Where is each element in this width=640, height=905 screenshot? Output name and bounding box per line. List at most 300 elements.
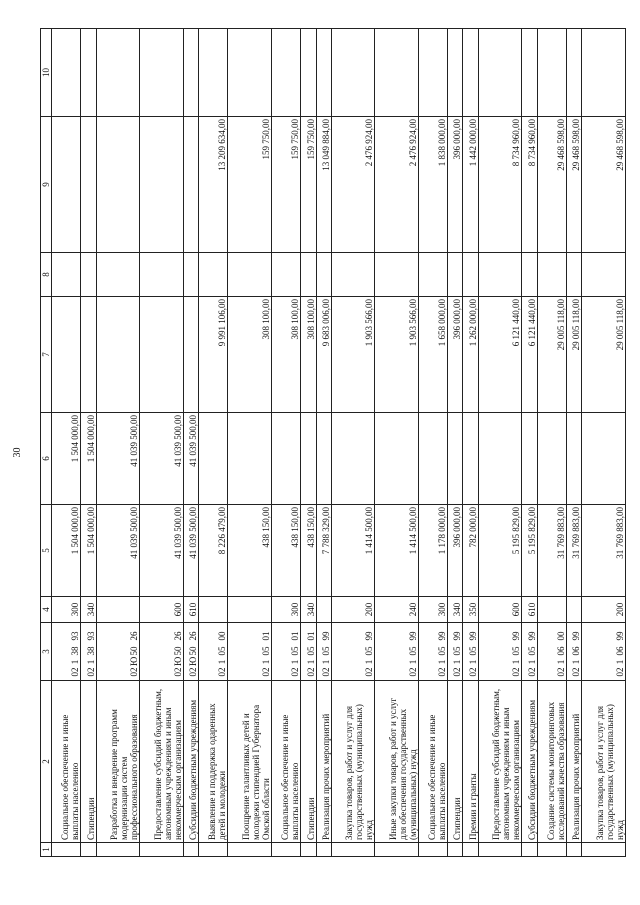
column-header: 8 bbox=[41, 253, 52, 297]
amount-v6: 41 039 500,00 bbox=[140, 413, 183, 505]
code-part: 99 bbox=[467, 631, 478, 641]
row-name: Закупка товаров, работ и услуг для государственных (муниципальных) нужд bbox=[582, 681, 626, 843]
amount-v10 bbox=[198, 29, 227, 117]
table-row bbox=[96, 29, 139, 857]
table-row bbox=[81, 29, 96, 857]
amount-v6 bbox=[198, 413, 227, 505]
amount-v8 bbox=[567, 253, 582, 297]
amount-v9: 13 049 884,00 bbox=[316, 117, 331, 253]
amount-v7 bbox=[52, 297, 81, 413]
amount-v7: 396 000,00 bbox=[448, 297, 463, 413]
amount-v8 bbox=[463, 253, 478, 297]
amount-v7: 1 262 000,00 bbox=[463, 297, 478, 413]
amount-v9: 29 468 598,00 bbox=[567, 117, 582, 253]
amount-v8 bbox=[271, 253, 300, 297]
column-header: 3 bbox=[41, 623, 52, 681]
amount-v9: 13 209 634,00 bbox=[198, 117, 227, 253]
row-expense-type: 340 bbox=[81, 597, 96, 623]
row-code bbox=[522, 623, 537, 681]
amount-v8 bbox=[198, 253, 227, 297]
row-name: Стипендии bbox=[448, 681, 463, 843]
cell-col1 bbox=[463, 843, 478, 857]
code-part: 05 bbox=[452, 646, 463, 656]
row-expense-type bbox=[198, 597, 227, 623]
amount-v8 bbox=[301, 253, 316, 297]
amount-v9: 2 476 924,00 bbox=[331, 117, 374, 253]
amount-v10 bbox=[522, 29, 537, 117]
row-code bbox=[448, 623, 463, 681]
code-part: 05 bbox=[407, 646, 418, 656]
row-code bbox=[271, 623, 300, 681]
column-header: 6 bbox=[41, 413, 52, 505]
amount-v7: 9 683 006,00 bbox=[316, 297, 331, 413]
code-part: 50 bbox=[129, 646, 140, 656]
amount-v7: 308 100,00 bbox=[301, 297, 316, 413]
code-part: 1 bbox=[305, 659, 316, 665]
amount-v6 bbox=[522, 413, 537, 505]
table-row bbox=[418, 29, 447, 857]
amount-v10 bbox=[331, 29, 374, 117]
code-part: 99 bbox=[511, 631, 522, 641]
row-code bbox=[418, 623, 447, 681]
amount-v9: 2 476 924,00 bbox=[375, 117, 418, 253]
row-name: Социальное обеспечение и иные выплаты населению bbox=[52, 681, 81, 843]
amount-v6: 41 039 500,00 bbox=[96, 413, 139, 505]
amount-v8 bbox=[52, 253, 81, 297]
code-part: 1 bbox=[511, 659, 522, 665]
row-expense-type: 300 bbox=[418, 597, 447, 623]
row-name: Создание системы мониторинговых исследований качества образования bbox=[537, 681, 566, 843]
code-part: 02 bbox=[467, 667, 478, 677]
code-part: 99 bbox=[407, 631, 418, 641]
row-code bbox=[96, 623, 139, 681]
row-expense-type bbox=[567, 597, 582, 623]
row-code bbox=[198, 623, 227, 681]
amount-v7: 1 903 566,00 bbox=[375, 297, 418, 413]
row-name: Стипендии bbox=[301, 681, 316, 843]
code-part: 93 bbox=[85, 631, 96, 641]
amount-v5: 438 150,00 bbox=[271, 505, 300, 597]
column-header: 5 bbox=[41, 505, 52, 597]
code-part: 02 bbox=[70, 667, 81, 677]
amount-v6 bbox=[271, 413, 300, 505]
row-expense-type: 200 bbox=[582, 597, 626, 623]
amount-v10 bbox=[183, 29, 198, 117]
amount-v9 bbox=[183, 117, 198, 253]
code-part: 02 bbox=[556, 667, 567, 677]
row-name: Реализация прочих мероприятий bbox=[316, 681, 331, 843]
amount-v8 bbox=[331, 253, 374, 297]
table-row bbox=[52, 29, 81, 857]
amount-v9 bbox=[52, 117, 81, 253]
row-expense-type: 300 bbox=[52, 597, 81, 623]
amount-v5: 41 039 500,00 bbox=[183, 505, 198, 597]
amount-v8 bbox=[448, 253, 463, 297]
code-part: 1 bbox=[217, 659, 228, 665]
row-name: Предоставление субсидий бюджетным, автономным учреждениям и иным некоммерческим организациям bbox=[478, 681, 521, 843]
amount-v7: 29 005 118,00 bbox=[582, 297, 626, 413]
amount-v5: 782 000,00 bbox=[463, 505, 478, 597]
amount-v5: 41 039 500,00 bbox=[140, 505, 183, 597]
code-part: 02 bbox=[187, 667, 198, 677]
row-code bbox=[140, 623, 183, 681]
code-part: 1 bbox=[571, 659, 582, 665]
amount-v6 bbox=[567, 413, 582, 505]
code-part: 38 bbox=[70, 646, 81, 656]
amount-v7: 29 005 118,00 bbox=[567, 297, 582, 413]
table-row bbox=[582, 29, 626, 857]
code-part: 38 bbox=[85, 646, 96, 656]
amount-v8 bbox=[582, 253, 626, 297]
amount-v8 bbox=[183, 253, 198, 297]
amount-v8 bbox=[418, 253, 447, 297]
amount-v7: 1 903 566,00 bbox=[331, 297, 374, 413]
column-header: 7 bbox=[41, 297, 52, 413]
amount-v6: 1 504 000,00 bbox=[81, 413, 96, 505]
amount-v9 bbox=[81, 117, 96, 253]
code-part: 50 bbox=[172, 646, 183, 656]
row-code bbox=[537, 623, 566, 681]
row-name: Реализация прочих мероприятий bbox=[567, 681, 582, 843]
code-part: 01 bbox=[260, 631, 271, 641]
amount-v7: 6 121 440,00 bbox=[522, 297, 537, 413]
table-row bbox=[448, 29, 463, 857]
amount-v6 bbox=[463, 413, 478, 505]
amount-v7: 308 100,00 bbox=[271, 297, 300, 413]
amount-v5: 7 788 329,00 bbox=[316, 505, 331, 597]
code-part: 02 bbox=[260, 667, 271, 677]
amount-v9: 159 750,00 bbox=[301, 117, 316, 253]
row-expense-type bbox=[228, 597, 271, 623]
code-part: 06 bbox=[571, 646, 582, 656]
amount-v6 bbox=[331, 413, 374, 505]
code-part: 02 bbox=[305, 667, 316, 677]
code-part: 26 bbox=[172, 631, 183, 641]
amount-v10 bbox=[228, 29, 271, 117]
row-name: Стипендии bbox=[81, 681, 96, 843]
cell-col1 bbox=[582, 843, 626, 857]
amount-v6 bbox=[301, 413, 316, 505]
budget-table bbox=[40, 28, 626, 857]
amount-v5: 41 039 500,00 bbox=[96, 505, 139, 597]
code-part: 06 bbox=[556, 646, 567, 656]
code-part: Ю bbox=[129, 656, 140, 666]
code-part: 05 bbox=[305, 646, 316, 656]
amount-v8 bbox=[228, 253, 271, 297]
column-header: 1 bbox=[41, 843, 52, 857]
amount-v6 bbox=[418, 413, 447, 505]
row-expense-type: 340 bbox=[301, 597, 316, 623]
amount-v10 bbox=[301, 29, 316, 117]
table-row bbox=[331, 29, 374, 857]
code-part: 02 bbox=[437, 667, 448, 677]
amount-v6 bbox=[448, 413, 463, 505]
amount-v5: 31 769 883,00 bbox=[537, 505, 566, 597]
amount-v8 bbox=[478, 253, 521, 297]
code-part: 99 bbox=[320, 631, 331, 641]
table-row bbox=[567, 29, 582, 857]
amount-v6: 41 039 500,00 bbox=[183, 413, 198, 505]
code-part: 02 bbox=[320, 667, 331, 677]
code-part: 02 bbox=[129, 667, 140, 677]
code-part: 02 bbox=[526, 667, 537, 677]
amount-v5: 1 414 500,00 bbox=[331, 505, 374, 597]
row-name: Социальное обеспечение и иные выплаты населению bbox=[418, 681, 447, 843]
row-name: Социальное обеспечение и иные выплаты населению bbox=[271, 681, 300, 843]
amount-v8 bbox=[316, 253, 331, 297]
header-row bbox=[41, 29, 52, 857]
amount-v10 bbox=[537, 29, 566, 117]
amount-v7 bbox=[183, 297, 198, 413]
amount-v10 bbox=[140, 29, 183, 117]
code-part: 01 bbox=[290, 631, 301, 641]
row-code bbox=[52, 623, 81, 681]
code-part: 02 bbox=[85, 667, 96, 677]
code-part: 02 bbox=[452, 667, 463, 677]
amount-v5: 438 150,00 bbox=[301, 505, 316, 597]
table-row bbox=[375, 29, 418, 857]
amount-v9: 159 750,00 bbox=[228, 117, 271, 253]
amount-v5: 1 178 000,00 bbox=[418, 505, 447, 597]
amount-v5: 1 504 000,00 bbox=[81, 505, 96, 597]
code-part: 02 bbox=[615, 667, 625, 677]
row-name: Выявление и поддержка одаренных детей и молодежи bbox=[198, 681, 227, 843]
table-row bbox=[183, 29, 198, 857]
code-part: 50 bbox=[187, 646, 198, 656]
amount-v10 bbox=[52, 29, 81, 117]
cell-col1 bbox=[96, 843, 139, 857]
row-code bbox=[81, 623, 96, 681]
row-code bbox=[331, 623, 374, 681]
table-row bbox=[228, 29, 271, 857]
amount-v9: 8 734 960,00 bbox=[522, 117, 537, 253]
code-part: 1 bbox=[85, 659, 96, 665]
amount-v5: 1 414 500,00 bbox=[375, 505, 418, 597]
amount-v5: 438 150,00 bbox=[228, 505, 271, 597]
amount-v10 bbox=[316, 29, 331, 117]
row-expense-type: 600 bbox=[140, 597, 183, 623]
cell-col1 bbox=[81, 843, 96, 857]
row-expense-type: 350 bbox=[463, 597, 478, 623]
code-part: 02 bbox=[290, 667, 301, 677]
code-part: 06 bbox=[615, 646, 625, 656]
amount-v6 bbox=[375, 413, 418, 505]
amount-v10 bbox=[271, 29, 300, 117]
code-part: 99 bbox=[526, 631, 537, 641]
amount-v8 bbox=[140, 253, 183, 297]
table-body bbox=[52, 29, 626, 857]
cell-col1 bbox=[228, 843, 271, 857]
code-part: 05 bbox=[290, 646, 301, 656]
amount-v5: 5 195 829,00 bbox=[522, 505, 537, 597]
row-expense-type: 300 bbox=[271, 597, 300, 623]
amount-v8 bbox=[96, 253, 139, 297]
amount-v10 bbox=[478, 29, 521, 117]
row-code bbox=[582, 623, 626, 681]
code-part: 05 bbox=[526, 646, 537, 656]
table-row bbox=[478, 29, 521, 857]
amount-v7: 308 100,00 bbox=[228, 297, 271, 413]
code-part: 93 bbox=[70, 631, 81, 641]
row-expense-type: 200 bbox=[331, 597, 374, 623]
column-header: 2 bbox=[41, 681, 52, 843]
code-part: 05 bbox=[467, 646, 478, 656]
amount-v10 bbox=[81, 29, 96, 117]
code-part: 99 bbox=[437, 631, 448, 641]
cell-col1 bbox=[567, 843, 582, 857]
code-part: 05 bbox=[364, 646, 375, 656]
code-part: 02 bbox=[172, 667, 183, 677]
amount-v8 bbox=[375, 253, 418, 297]
amount-v10 bbox=[582, 29, 626, 117]
row-name: Предоставление субсидий бюджетным, автономным учреждениям и иным некоммерческим организациям bbox=[140, 681, 183, 843]
amount-v8 bbox=[522, 253, 537, 297]
cell-col1 bbox=[331, 843, 374, 857]
code-part: 99 bbox=[615, 631, 625, 641]
column-header: 10 bbox=[41, 29, 52, 117]
amount-v6 bbox=[582, 413, 626, 505]
row-expense-type bbox=[316, 597, 331, 623]
cell-col1 bbox=[478, 843, 521, 857]
amount-v5: 5 195 829,00 bbox=[478, 505, 521, 597]
amount-v9: 29 468 598,00 bbox=[582, 117, 626, 253]
code-part: 1 bbox=[320, 659, 331, 665]
column-header: 9 bbox=[41, 117, 52, 253]
row-code bbox=[183, 623, 198, 681]
table-row bbox=[140, 29, 183, 857]
row-code bbox=[478, 623, 521, 681]
table-row bbox=[522, 29, 537, 857]
amount-v5: 396 000,00 bbox=[448, 505, 463, 597]
amount-v10 bbox=[448, 29, 463, 117]
row-expense-type: 240 bbox=[375, 597, 418, 623]
amount-v5: 31 769 883,00 bbox=[582, 505, 626, 597]
table-row bbox=[316, 29, 331, 857]
page-number: 30 bbox=[12, 447, 23, 458]
code-part: 1 bbox=[467, 659, 478, 665]
amount-v10 bbox=[567, 29, 582, 117]
amount-v9 bbox=[140, 117, 183, 253]
cell-col1 bbox=[52, 843, 81, 857]
amount-v8 bbox=[81, 253, 96, 297]
code-part: 26 bbox=[187, 631, 198, 641]
amount-v5: 8 226 479,00 bbox=[198, 505, 227, 597]
amount-v9: 1 442 000,00 bbox=[463, 117, 478, 253]
code-part: Ю bbox=[172, 656, 183, 666]
amount-v9: 29 468 598,00 bbox=[537, 117, 566, 253]
row-name: Субсидии бюджетным учреждениям bbox=[522, 681, 537, 843]
row-name: Поощрение талантливых детей и молодежи стипендией Губернатора Омской области bbox=[228, 681, 271, 843]
amount-v5: 31 769 883,00 bbox=[567, 505, 582, 597]
code-part: 1 bbox=[452, 659, 463, 665]
code-part: 05 bbox=[437, 646, 448, 656]
code-part: 01 bbox=[305, 631, 316, 641]
amount-v6 bbox=[228, 413, 271, 505]
table-row bbox=[301, 29, 316, 857]
column-header: 4 bbox=[41, 597, 52, 623]
row-name: Разработка и внедрение программ модернизации систем профессионального образования bbox=[96, 681, 139, 843]
table-row bbox=[463, 29, 478, 857]
code-part: 02 bbox=[407, 667, 418, 677]
row-expense-type: 600 bbox=[478, 597, 521, 623]
code-part: 1 bbox=[615, 659, 625, 665]
row-expense-type: 610 bbox=[183, 597, 198, 623]
amount-v6 bbox=[537, 413, 566, 505]
code-part: 02 bbox=[217, 667, 228, 677]
code-part: 1 bbox=[364, 659, 375, 665]
cell-col1 bbox=[183, 843, 198, 857]
amount-v10 bbox=[418, 29, 447, 117]
cell-col1 bbox=[537, 843, 566, 857]
row-expense-type: 340 bbox=[448, 597, 463, 623]
table-row bbox=[198, 29, 227, 857]
amount-v9: 159 750,00 bbox=[271, 117, 300, 253]
cell-col1 bbox=[418, 843, 447, 857]
amount-v9: 8 734 960,00 bbox=[478, 117, 521, 253]
cell-col1 bbox=[448, 843, 463, 857]
cell-col1 bbox=[271, 843, 300, 857]
row-name: Иные закупки товаров, работ и услуг для обеспечения государственных (муниципальных) нужд bbox=[375, 681, 418, 843]
amount-v7: 9 991 106,00 bbox=[198, 297, 227, 413]
row-name: Закупка товаров, работ и услуг для государственных (муниципальных) нужд bbox=[331, 681, 374, 843]
amount-v7 bbox=[96, 297, 139, 413]
code-part: 05 bbox=[217, 646, 228, 656]
row-code bbox=[463, 623, 478, 681]
amount-v7: 29 005 118,00 bbox=[537, 297, 566, 413]
cell-col1 bbox=[198, 843, 227, 857]
row-code bbox=[228, 623, 271, 681]
code-part: 1 bbox=[526, 659, 537, 665]
code-part: 99 bbox=[364, 631, 375, 641]
amount-v7: 6 121 440,00 bbox=[478, 297, 521, 413]
amount-v6: 1 504 000,00 bbox=[52, 413, 81, 505]
amount-v7 bbox=[140, 297, 183, 413]
cell-col1 bbox=[316, 843, 331, 857]
amount-v7 bbox=[81, 297, 96, 413]
table-row bbox=[271, 29, 300, 857]
row-code bbox=[375, 623, 418, 681]
code-part: 26 bbox=[129, 631, 140, 641]
amount-v6 bbox=[316, 413, 331, 505]
amount-v10 bbox=[96, 29, 139, 117]
cell-col1 bbox=[301, 843, 316, 857]
code-part: 05 bbox=[511, 646, 522, 656]
amount-v5: 1 504 000,00 bbox=[52, 505, 81, 597]
code-part: 02 bbox=[364, 667, 375, 677]
code-part: 1 bbox=[407, 659, 418, 665]
row-expense-type bbox=[537, 597, 566, 623]
code-part: Ю bbox=[187, 656, 198, 666]
row-code bbox=[316, 623, 331, 681]
row-expense-type: 610 bbox=[522, 597, 537, 623]
amount-v9: 396 000,00 bbox=[448, 117, 463, 253]
row-expense-type bbox=[96, 597, 139, 623]
row-code bbox=[567, 623, 582, 681]
amount-v7: 1 658 000,00 bbox=[418, 297, 447, 413]
cell-col1 bbox=[522, 843, 537, 857]
row-name: Премии и гранты bbox=[463, 681, 478, 843]
code-part: 00 bbox=[556, 631, 567, 641]
code-part: 02 bbox=[571, 667, 582, 677]
code-part: 1 bbox=[260, 659, 271, 665]
cell-col1 bbox=[140, 843, 183, 857]
code-part: 1 bbox=[437, 659, 448, 665]
code-part: 1 bbox=[70, 659, 81, 665]
amount-v10 bbox=[375, 29, 418, 117]
code-part: 05 bbox=[260, 646, 271, 656]
code-part: 99 bbox=[571, 631, 582, 641]
amount-v9: 1 838 000,00 bbox=[418, 117, 447, 253]
